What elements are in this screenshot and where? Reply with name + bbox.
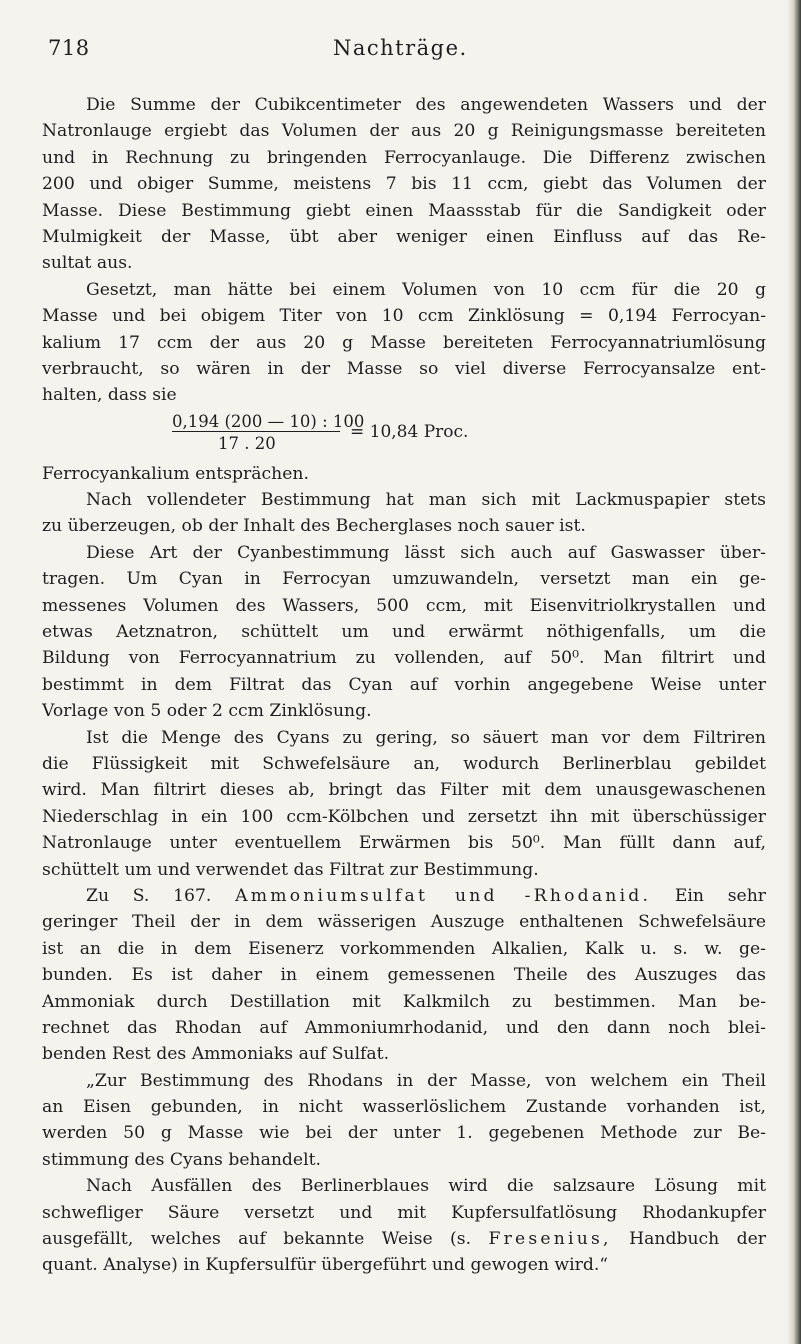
text-line: benden Rest des Ammoniaks auf Sulfat. <box>42 1044 390 1065</box>
text-line: 200 und obiger Summe, meistens 7 bis 11 ccm, giebt das Volumen der <box>42 174 766 195</box>
text-line: die Flüssigkeit mit Schwefelsäure an, wodurch Berlinerblau gebildet <box>42 753 766 774</box>
text-line: ist an die in dem Eisenerz vorkommenden Alkalien, Kalk u. s. w. ge- <box>42 938 766 959</box>
text-line: Mulmigkeit der Masse, übt aber weniger einen Einfluss auf das Re- <box>42 226 766 247</box>
text-line: wird. Man filtrirt dieses ab, bringt das Filter mit dem unausgewaschenen <box>42 780 766 801</box>
text-line: Bildung von Ferrocyannatrium zu vollenden, auf 50⁰. Man filtrirt und <box>42 648 766 669</box>
text-line: bunden. Es ist daher in einem gemessenen Theile des Auszuges das <box>42 965 766 986</box>
text-line: tragen. Um Cyan in Ferrocyan umzuwandeln, versetzt man ein ge- <box>42 569 766 590</box>
text-line: etwas Aetznatron, schüttelt um und erwärmt nöthigenfalls, um die <box>42 622 766 643</box>
page-edge-shadow <box>787 0 801 1344</box>
text-line: Nach Ausfällen des Berlinerblaues wird die salzsaure Lösung mit <box>86 1176 766 1197</box>
text-line: Natronlauge ergiebt das Volumen der aus 20 g Reinigungsmasse bereiteten <box>42 121 766 142</box>
formula-numerator: 0,194 (200 — 10) : 100 <box>172 411 365 431</box>
text-line: quant. Analyse) in Kupfersulfür übergeführt und gewogen wird.“ <box>42 1255 609 1276</box>
text-line: Ist die Menge des Cyans zu gering, so säuert man vor dem Filtriren <box>86 727 766 748</box>
text-line: Natronlauge unter eventuellem Erwärmen bis 50⁰. Man füllt dann auf, <box>42 833 766 854</box>
text-line: kalium 17 ccm der aus 20 g Masse bereiteten Ferrocyannatriumlösung <box>42 332 766 353</box>
text-line: an Eisen gebunden, in nicht wasserlöslichem Zustande vorhanden ist, <box>42 1097 766 1118</box>
page-header <box>48 36 768 66</box>
text-line: Ammoniak durch Destillation mit Kalkmilch zu bestimmen. Man be- <box>42 991 766 1012</box>
text-line: zu überzeugen, ob der Inhalt des Becherglases noch sauer ist. <box>42 516 586 537</box>
section-heading-line <box>42 883 766 909</box>
text-line: Die Summe der Cubikcentimeter des angewendeten Wassers und der <box>86 95 766 115</box>
text-line: Diese Art der Cyanbestimmung lässt sich auch auf Gaswasser über- <box>86 542 766 563</box>
text-line: schwefliger Säure versetzt und mit Kupfersulfatlösung Rhodankupfer <box>42 1202 766 1223</box>
author-name: Fresenius, <box>488 1229 612 1250</box>
text-line: verbraucht, so wären in der Masse so viel diverse Ferrocyansalze ent- <box>42 358 766 379</box>
running-title: Nachträge. <box>333 36 468 60</box>
text-line: halten, dass sie <box>42 385 177 406</box>
formula-denominator: 17 . 20 <box>218 433 276 453</box>
text-line: Masse. Diese Bestimmung giebt einen Maassstab für die Sandigkeit oder <box>42 200 766 221</box>
text-line: Vorlage von 5 oder 2 ccm Zinklösung. <box>42 701 372 722</box>
text-line: bestimmt in dem Filtrat das Cyan auf vorhin angegebene Weise unter <box>42 674 766 695</box>
text-fragment: Handbuch der <box>629 1229 767 1250</box>
text-line: Ferrocyankalium entsprächen. <box>42 463 309 484</box>
section-reference: Zu S. 167. <box>86 885 212 906</box>
page-number: 718 <box>48 36 90 60</box>
body-text <box>42 92 766 1279</box>
text-line: und in Rechnung zu bringenden Ferrocyanlauge. Die Differenz zwischen <box>42 147 766 168</box>
text-fragment: Ein sehr <box>674 885 766 906</box>
section-title: Ammoniumsulfat und -Rhodanid. <box>235 885 652 906</box>
text-line: rechnet das Rhodan auf Ammoniumrhodanid, und den dann noch blei- <box>42 1017 766 1038</box>
text-line: geringer Theil der in dem wässerigen Auszuge enthaltenen Schwefelsäure <box>42 912 766 933</box>
text-line: Masse und bei obigem Titer von 10 ccm Zinklösung = 0,194 Ferrocyan- <box>42 306 766 327</box>
text-line-with-author <box>42 1226 766 1252</box>
text-line: Niederschlag in ein 100 ccm-Kölbchen und zersetzt ihn mit überschüssiger <box>42 806 766 827</box>
text-line: sultat aus. <box>42 253 133 274</box>
text-fragment: ausgefällt, welches auf bekannte Weise (s. <box>42 1229 472 1250</box>
text-line: „Zur Bestimmung des Rhodans in der Masse, von welchem ein Theil <box>86 1070 766 1091</box>
text-line: Gesetzt, man hätte bei einem Volumen von 10 ccm für die 20 g <box>86 279 766 300</box>
text-line: stimmung des Cyans behandelt. <box>42 1149 321 1170</box>
text-line: schüttelt um und verwendet das Filtrat zur Bestimmung. <box>42 859 539 880</box>
text-line: Nach vollendeter Bestimmung hat man sich mit Lackmuspapier stets <box>86 490 766 511</box>
text-line: werden 50 g Masse wie bei der unter 1. gegebenen Methode zur Be- <box>42 1123 766 1144</box>
text-line: messenes Volumen des Wassers, 500 ccm, mit Eisenvitriolkrystallen und <box>42 595 766 616</box>
formula-result: = 10,84 Proc. <box>350 421 469 442</box>
fraction-formula <box>172 409 552 461</box>
